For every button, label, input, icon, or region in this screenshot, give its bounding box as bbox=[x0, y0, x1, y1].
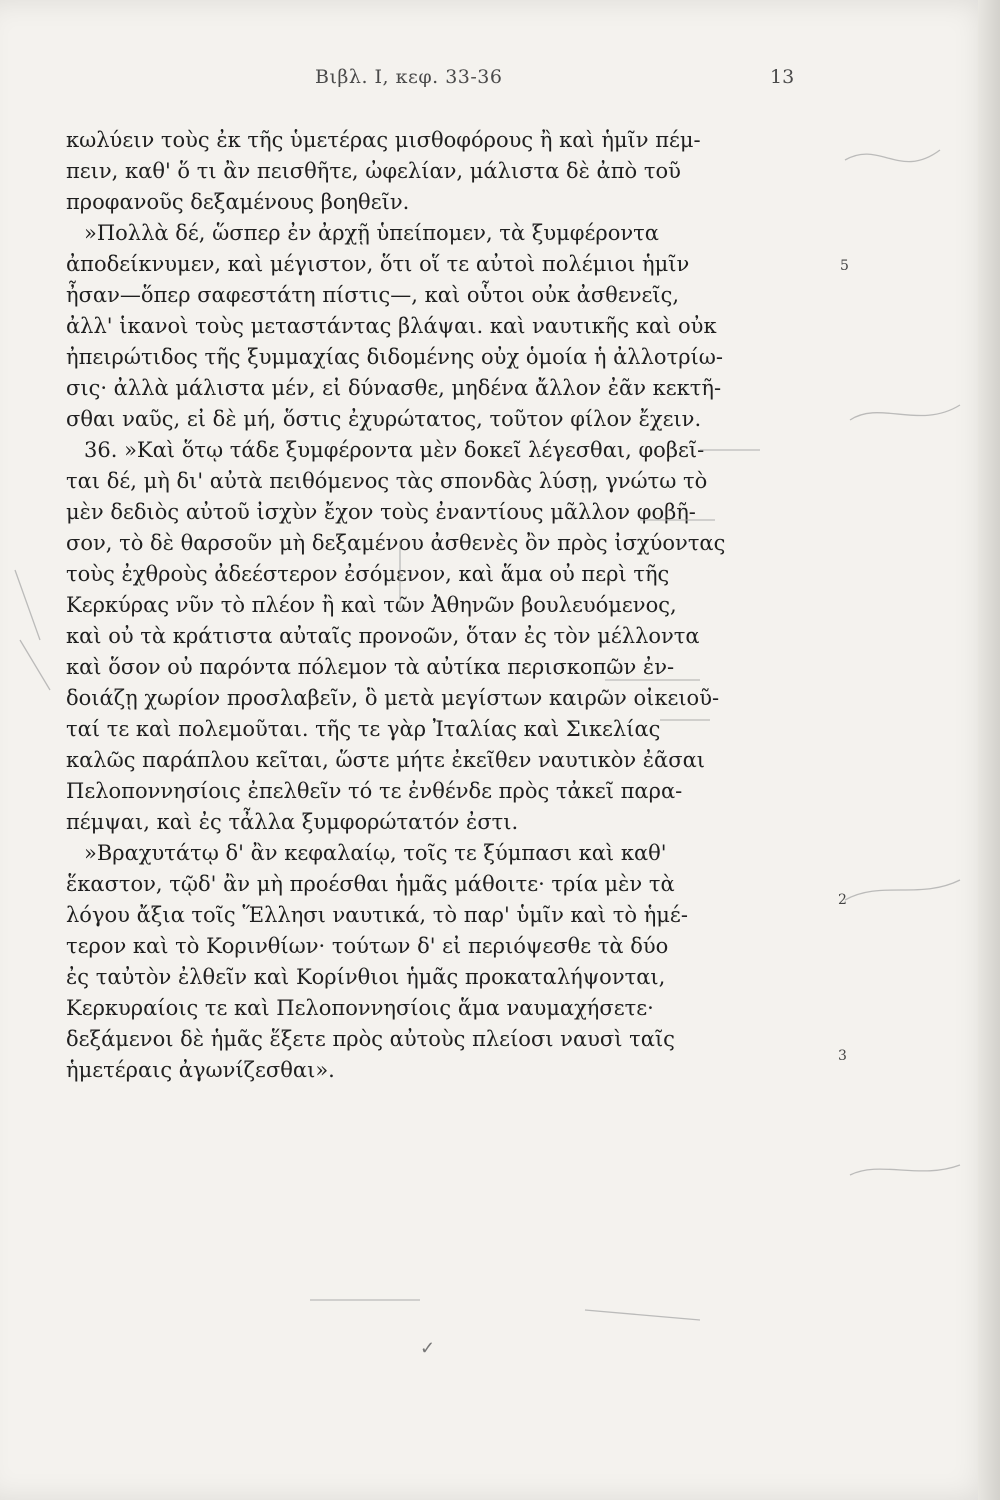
text-line: καὶ οὐ τὰ κράτιστα αὐταῖς προνοῶν, ὅταν ἐς τὸν μέλλοντα bbox=[66, 624, 700, 648]
text-line: Πελοποννησίοις ἐπελθεῖν τό τε ἐνθένδε πρὸς τἀκεῖ παρα- bbox=[66, 779, 683, 803]
check-mark-icon: ✓ bbox=[420, 1338, 436, 1359]
text-line: καὶ ὅσον οὐ παρόντα πόλεμον τὰ αὐτίκα περισκοπῶν ἐν- bbox=[66, 655, 675, 679]
text-line: τοὺς ἐχθροὺς ἀδεέστερον ἐσόμενον, καὶ ἅμα οὐ περὶ τῆς bbox=[66, 562, 670, 586]
text-line: ἦσαν—ὅπερ σαφεστάτη πίστις—, καὶ οὗτοι οὐκ ἀσθενεῖς, bbox=[66, 283, 680, 307]
text-line: πέμψαι, καὶ ἐς τἆλλα ξυμφορώτατόν ἐστι. bbox=[66, 810, 519, 834]
greek-text-body bbox=[66, 125, 826, 1086]
margin-line-number: 5 bbox=[840, 258, 849, 274]
margin-line-number: 3 bbox=[838, 1048, 847, 1064]
running-title: Βιβλ. Ι, κεφ. 33-36 bbox=[315, 66, 503, 88]
text-line: μὲν δεδιὸς αὐτοῦ ἰσχὺν ἔχον τοὺς ἐναντίους μᾶλλον φοβῆ- bbox=[66, 500, 696, 524]
text-line: ται δέ, μὴ δι' αὐτὰ πειθόμενος τὰς σπονδὰς λύσῃ, γνώτω τὸ bbox=[66, 469, 708, 493]
text-line: ταί τε καὶ πολεμοῦται. τῆς τε γὰρ Ἰταλίας καὶ Σικελίας bbox=[66, 717, 661, 741]
text-line: λόγου ἄξια τοῖς Ἕλλησι ναυτικά, τὸ παρ' ὑμῖν καὶ τὸ ἡμέ- bbox=[66, 903, 688, 927]
text-line: »Πολλὰ δέ, ὥσπερ ἐν ἀρχῇ ὑπείπομεν, τὰ ξυμφέροντα bbox=[84, 221, 659, 245]
text-line: ἀποδείκνυμεν, καὶ μέγιστον, ὅτι οἵ τε αὐτοὶ πολέμιοι ἡμῖν bbox=[66, 252, 690, 276]
text-line: 36. »Καὶ ὅτῳ τάδε ξυμφέροντα μὲν δοκεῖ λέγεσθαι, φοβεῖ- bbox=[84, 438, 705, 462]
page-edge-shadow bbox=[978, 0, 1000, 1500]
text-line: ἀλλ' ἱκανοὶ τοὺς μεταστάντας βλάψαι. καὶ ναυτικῆς καὶ οὐκ bbox=[66, 314, 717, 338]
text-line: σον, τὸ δὲ θαρσοῦν μὴ δεξαμένου ἀσθενὲς ὂν πρὸς ἰσχύοντας bbox=[66, 531, 726, 555]
text-line: δεξάμενοι δὲ ἡμᾶς ἕξετε πρὸς αὐτοὺς πλείοσι ναυσὶ ταῖς bbox=[66, 1027, 675, 1051]
page-number: 13 bbox=[770, 66, 795, 88]
text-line: ἐς ταὐτὸν ἐλθεῖν καὶ Κορίνθιοι ἡμᾶς προκαταλήψονται, bbox=[66, 965, 666, 989]
text-line: ἕκαστον, τῷδ' ἂν μὴ προέσθαι ἡμᾶς μάθοιτε· τρία μὲν τὰ bbox=[66, 872, 675, 896]
margin-line-number: 2 bbox=[838, 892, 847, 908]
text-line: ἡμετέραις ἀγωνίζεσθαι». bbox=[66, 1058, 335, 1082]
text-line: τερον καὶ τὸ Κορινθίων· τούτων δ' εἰ περιόψεσθε τὰ δύο bbox=[66, 934, 669, 958]
text-line: σθαι ναῦς, εἰ δὲ μή, ὅστις ἐχυρώτατος, τοῦτον φίλον ἔχειν. bbox=[66, 407, 702, 431]
text-line: »Βραχυτάτῳ δ' ἂν κεφαλαίῳ, τοῖς τε ξύμπασι καὶ καθ' bbox=[84, 841, 667, 865]
text-line: δοιάζῃ χωρίον προσλαβεῖν, ὃ μετὰ μεγίστων καιρῶν οἰκειοῦ- bbox=[66, 686, 720, 710]
text-line: σις· ἀλλὰ μάλιστα μέν, εἰ δύνασθε, μηδένα ἄλλον ἐᾶν κεκτῆ- bbox=[66, 376, 722, 400]
text-line: προφανοῦς δεξαμένους βοηθεῖν. bbox=[66, 190, 410, 214]
text-line: Κερκύρας νῦν τὸ πλέον ἢ καὶ τῶν Ἀθηνῶν βουλευόμενος, bbox=[66, 593, 677, 617]
text-line: πειν, καθ' ὅ τι ἂν πεισθῆτε, ὠφελίαν, μάλιστα δὲ ἀπὸ τοῦ bbox=[66, 159, 681, 183]
text-line: Κερκυραίοις τε καὶ Πελοποννησίοις ἅμα ναυμαχήσετε· bbox=[66, 996, 654, 1020]
text-line: ἠπειρώτιδος τῆς ξυμμαχίας διδομένης οὐχ ὁμοία ἡ ἀλλοτρίω- bbox=[66, 345, 723, 369]
text-line: κωλύειν τοὺς ἐκ τῆς ὑμετέρας μισθοφόρους ἢ καὶ ἡμῖν πέμ- bbox=[66, 128, 701, 152]
page-header bbox=[0, 66, 1000, 96]
text-line: καλῶς παράπλου κεῖται, ὥστε μήτε ἐκεῖθεν ναυτικὸν ἐᾶσαι bbox=[66, 748, 705, 772]
